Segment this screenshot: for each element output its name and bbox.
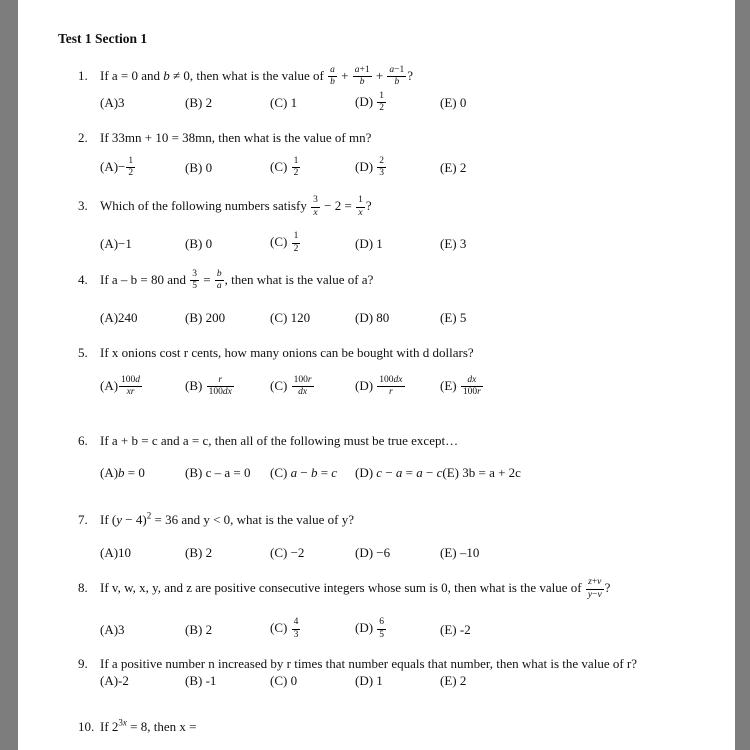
question (18, 65, 735, 115)
option-label: (E) (440, 159, 460, 175)
question-stem-row (78, 511, 729, 528)
math-text: b (330, 77, 335, 88)
option (355, 464, 442, 481)
fraction-numerator (377, 617, 386, 629)
question (18, 129, 735, 180)
option-label: (B) (185, 309, 206, 325)
fraction-numerator (387, 65, 406, 77)
math-text: b (216, 268, 222, 279)
math-text: 2 (146, 511, 152, 522)
math-text: dx (298, 387, 308, 398)
fraction-numerator (377, 375, 404, 387)
fraction-denominator (377, 387, 404, 398)
math-text: 1 (128, 155, 134, 166)
math-text: b (359, 77, 365, 88)
question-stem: Which of the following numbers satisfy $\frac{3}{x}$ − 2 = $\frac{1}{x}$ ? (100, 195, 372, 218)
fraction-numerator (328, 65, 337, 77)
math-text: b (394, 77, 400, 88)
fraction-denominator (328, 77, 337, 88)
question-stem: If $2^{3x} = 8$, then x = (100, 717, 197, 735)
option (440, 375, 525, 399)
question-number: 9. (78, 656, 88, 672)
option-label: (E) (440, 621, 460, 637)
option-label: (D) (355, 158, 377, 174)
math-text: 6 (379, 617, 385, 628)
fraction-numerator (353, 65, 372, 77)
option-label: (A) (100, 673, 119, 689)
option: (A)10 (100, 545, 132, 561)
question (18, 432, 735, 481)
fraction (352, 65, 373, 89)
option: (B) 2 (185, 545, 213, 561)
superscript (118, 718, 127, 728)
math-text: 3 (192, 268, 198, 279)
fraction-numerator (377, 156, 386, 168)
fraction-denominator (292, 168, 301, 179)
option-label: (B) (185, 621, 206, 637)
page-title: Test 1 Section 1 (58, 31, 148, 46)
math-text: a+1 (354, 65, 370, 75)
question-number: 7. (78, 512, 88, 528)
math-text: 100r (293, 374, 312, 385)
option-label: (C) (270, 620, 291, 636)
fraction (118, 375, 143, 399)
option-label: (B) (185, 465, 206, 481)
math-text: a (216, 281, 222, 292)
option-label: (A) (100, 545, 119, 561)
math-text: a − b = c (290, 465, 338, 481)
option-label: (D) (355, 673, 377, 689)
fraction (376, 375, 405, 399)
options-row (100, 156, 735, 180)
question-number: 4. (78, 271, 88, 287)
fraction-denominator (292, 630, 301, 641)
question (18, 269, 735, 326)
question-stem-row (78, 655, 729, 672)
option-label: (C) (270, 465, 291, 481)
question-stem: If v, w, x, y, and z are positive consecutive integers whose sum is 0, then what is the value of $\frac{z+v}{y-v}$ ? (100, 577, 611, 600)
option-label: (B) (185, 377, 206, 393)
option-label: (E) (442, 465, 463, 481)
fraction-numerator (215, 269, 224, 281)
question-stem: If $(y - 4)^2 = 36$ and y < 0, what is the value of y? (100, 511, 354, 528)
fraction (376, 156, 387, 180)
math-text: 1 (358, 195, 363, 206)
option: (D) 1 (355, 673, 383, 689)
math-text: 100d (121, 374, 141, 385)
question-number: 6. (78, 433, 88, 449)
math-text: b (163, 67, 170, 83)
option-label: (A) (100, 95, 119, 111)
fraction (214, 269, 225, 293)
fraction-denominator (126, 168, 135, 179)
option (355, 375, 440, 399)
math-text: x (313, 207, 318, 218)
fraction-denominator (353, 77, 372, 88)
math-text: 5 (192, 281, 198, 292)
fraction (355, 195, 366, 219)
math-text: x (358, 207, 363, 218)
math-text: c − a = a − c (376, 465, 443, 481)
option: (A)-2 (100, 673, 129, 689)
option-label: (B) (185, 95, 206, 111)
option: (B) 2 (185, 95, 213, 111)
option-label: (C) (270, 95, 291, 111)
question-number: 10. (78, 719, 95, 735)
fraction-numerator (311, 195, 320, 207)
math-text: 3x (118, 717, 127, 728)
options-row (100, 672, 735, 689)
option (100, 375, 185, 399)
fraction-numerator (377, 91, 386, 103)
options-row (100, 464, 735, 481)
question-stem-row (78, 344, 729, 361)
option: (E) 3 (440, 235, 467, 251)
option (270, 464, 355, 481)
option-label: (D) (355, 235, 377, 251)
option-label: (B) (185, 235, 206, 251)
option (270, 231, 355, 255)
option-label: (C) (270, 309, 291, 325)
fraction-denominator (377, 168, 386, 179)
math-text: 5 (379, 629, 385, 640)
option: (E) –10 (440, 545, 480, 561)
option: (A)b = 0 (100, 465, 145, 481)
fraction (460, 375, 484, 399)
option: (A)240 (100, 309, 138, 325)
question-stem-row (78, 432, 729, 449)
option-label: (C) (270, 158, 291, 174)
option: (E) 5 (440, 309, 467, 325)
math-text: 100dx (208, 387, 232, 398)
question-list (18, 65, 735, 735)
question-stem-row (78, 269, 729, 293)
fraction (125, 156, 136, 180)
option (355, 617, 440, 641)
fraction (291, 375, 315, 399)
option-label: (B) (185, 545, 206, 561)
fraction (376, 91, 387, 115)
option: (B) c – a = 0 (185, 465, 251, 481)
question (18, 655, 735, 689)
option-label: (E) (440, 309, 460, 325)
options-row (100, 544, 735, 561)
options-row (100, 231, 735, 255)
fraction (376, 617, 387, 641)
math-text: 2 (293, 243, 299, 254)
fraction-numerator (190, 269, 199, 281)
question-stem: If a = 0 and b ≠ 0, then what is the value of $\frac{a}{b}$ + $\frac{a+1}{b}$ + $\frac{a-1}{b}$ ? (100, 65, 414, 88)
superscript (147, 511, 152, 521)
fraction-numerator (126, 156, 135, 168)
option: (A)− $\frac{1}{2}$ (100, 156, 185, 180)
fraction-numerator (461, 375, 483, 387)
question (18, 511, 735, 561)
option-label: (C) (270, 377, 291, 393)
fraction-numerator (292, 231, 301, 243)
math-text: 4 (293, 617, 299, 628)
option (270, 156, 355, 180)
math-text: 1 (379, 90, 385, 101)
option: (D) 1 (355, 235, 383, 251)
option: (E) 2 (440, 673, 467, 689)
option: (C) −2 (270, 545, 305, 561)
option-label: (D) (355, 620, 377, 636)
fraction-denominator (377, 630, 386, 641)
option (185, 375, 270, 399)
option: (C) 0 (270, 673, 298, 689)
fraction-denominator (190, 281, 199, 292)
option: (B) 200 (185, 309, 226, 325)
question-stem: If x onions cost r cents, how many onions can be bought with d dollars? (100, 344, 474, 360)
fraction (291, 156, 302, 180)
math-text: 100r (462, 387, 481, 398)
fraction (291, 617, 302, 641)
fraction-denominator (311, 208, 320, 219)
option-label: (E) (440, 673, 460, 689)
fraction-denominator (586, 590, 604, 601)
fraction-numerator (292, 375, 314, 387)
math-text: b (118, 465, 125, 481)
question (18, 344, 735, 399)
question-stem-row (78, 718, 729, 735)
question (18, 718, 735, 735)
fraction-denominator (292, 387, 314, 398)
option-label: (A) (100, 235, 119, 251)
option: (A)3 (100, 95, 125, 111)
fraction (310, 195, 321, 219)
options-row (100, 309, 735, 326)
math-text: z+v (588, 577, 602, 588)
option-label: (D) (355, 545, 377, 561)
option (355, 91, 440, 115)
question-stem-row (78, 195, 729, 219)
option: (E) -2 (440, 621, 471, 637)
fraction (291, 231, 302, 255)
fraction-numerator (119, 375, 142, 387)
question-stem-row (78, 65, 729, 89)
option-label: (A) (100, 465, 119, 481)
fraction-denominator (207, 387, 234, 398)
options-row (100, 375, 735, 399)
question-stem: If a – b = 80 and $\frac{3}{5}$ = $\frac{b}{a}$ , then what is the value of a? (100, 268, 374, 292)
option-label: (E) (440, 545, 460, 561)
math-text: 3 (379, 167, 385, 178)
option: (C) 1 (270, 95, 298, 111)
question (18, 577, 735, 641)
fraction-denominator (377, 103, 386, 114)
question (18, 195, 735, 255)
option-label: (E) (440, 235, 460, 251)
math-text: a−1 (389, 65, 405, 75)
math-text: xr (126, 387, 135, 398)
question-stem: If a + b = c and a = c, then all of the following must be true except… (100, 433, 459, 449)
math-text: 1 (293, 155, 299, 166)
fraction-denominator (215, 281, 224, 292)
math-text: 2 (379, 103, 385, 114)
math-text: 2 (128, 167, 134, 178)
option-label: (D) (355, 377, 377, 393)
option-label: (A) (100, 309, 119, 325)
option: (E) 3b = a + 2c (442, 465, 521, 481)
math-text: a (330, 65, 335, 75)
option (355, 156, 440, 180)
option: (D) −6 (355, 545, 391, 561)
options-row (100, 91, 735, 115)
question-number: 2. (78, 129, 88, 145)
option-label: (C) (270, 234, 291, 249)
option: (E) 0 (440, 95, 467, 111)
math-text: (y − 4) (111, 512, 147, 528)
question-number: 1. (78, 67, 88, 83)
option-label: (E) (440, 95, 460, 111)
question-number: 8. (78, 580, 88, 596)
question-stem-row (78, 129, 729, 146)
option (270, 375, 355, 399)
option: (B) 0 (185, 159, 213, 175)
question-stem: If 33mn + 10 = 38mn, then what is the value of mn? (100, 129, 372, 145)
fraction (206, 375, 235, 399)
option (270, 617, 355, 641)
math-text: 2 (379, 155, 385, 166)
option: (C) 120 (270, 309, 311, 325)
option-label: (A) (100, 377, 119, 393)
option-label: (B) (185, 159, 206, 175)
fraction (585, 577, 605, 601)
fraction-denominator (292, 244, 301, 255)
fraction-denominator (387, 77, 406, 88)
fraction (189, 269, 200, 293)
question-number: 3. (78, 198, 88, 214)
fraction-numerator (356, 195, 365, 207)
fraction-numerator (207, 375, 234, 387)
math-text: 1 (293, 231, 299, 242)
option-label: (D) (355, 93, 377, 109)
math-text: 3 (293, 629, 299, 640)
math-text: r (218, 374, 223, 385)
option: (B) 0 (185, 235, 213, 251)
math-text: 2 (293, 167, 299, 178)
math-text: 3 (313, 195, 318, 206)
option: (B) -1 (185, 673, 217, 689)
option: (D) 80 (355, 309, 390, 325)
math-text: 100dx (379, 374, 403, 385)
option-label: (D) (355, 309, 377, 325)
document-page (18, 0, 735, 750)
option: (A)−1 (100, 235, 132, 251)
question-stem-row (78, 577, 729, 601)
fraction-denominator (356, 208, 365, 219)
option-label: (A) (100, 158, 119, 174)
option: (E) 2 (440, 159, 467, 175)
fraction-denominator (461, 387, 483, 398)
math-text: y−v (587, 589, 602, 600)
fraction (327, 65, 338, 89)
options-row (100, 617, 735, 641)
option: (B) 2 (185, 621, 213, 637)
option-label: (A) (100, 621, 119, 637)
fraction-denominator (119, 387, 142, 398)
fraction (386, 65, 407, 89)
question-number: 5. (78, 344, 88, 360)
question-stem: If a positive number n increased by r times that number equals that number, then what is the value of r? (100, 656, 638, 672)
option-label: (B) (185, 673, 206, 689)
fraction-numerator (292, 617, 301, 629)
option-label: (D) (355, 465, 377, 481)
math-text: dx (467, 374, 477, 385)
option-label: (E) (440, 377, 460, 393)
math-text: r (389, 387, 393, 398)
fraction-numerator (292, 156, 301, 168)
option-label: (C) (270, 673, 291, 689)
option: (A)3 (100, 621, 125, 637)
option-label: (C) (270, 545, 291, 561)
fraction-numerator (586, 577, 604, 589)
